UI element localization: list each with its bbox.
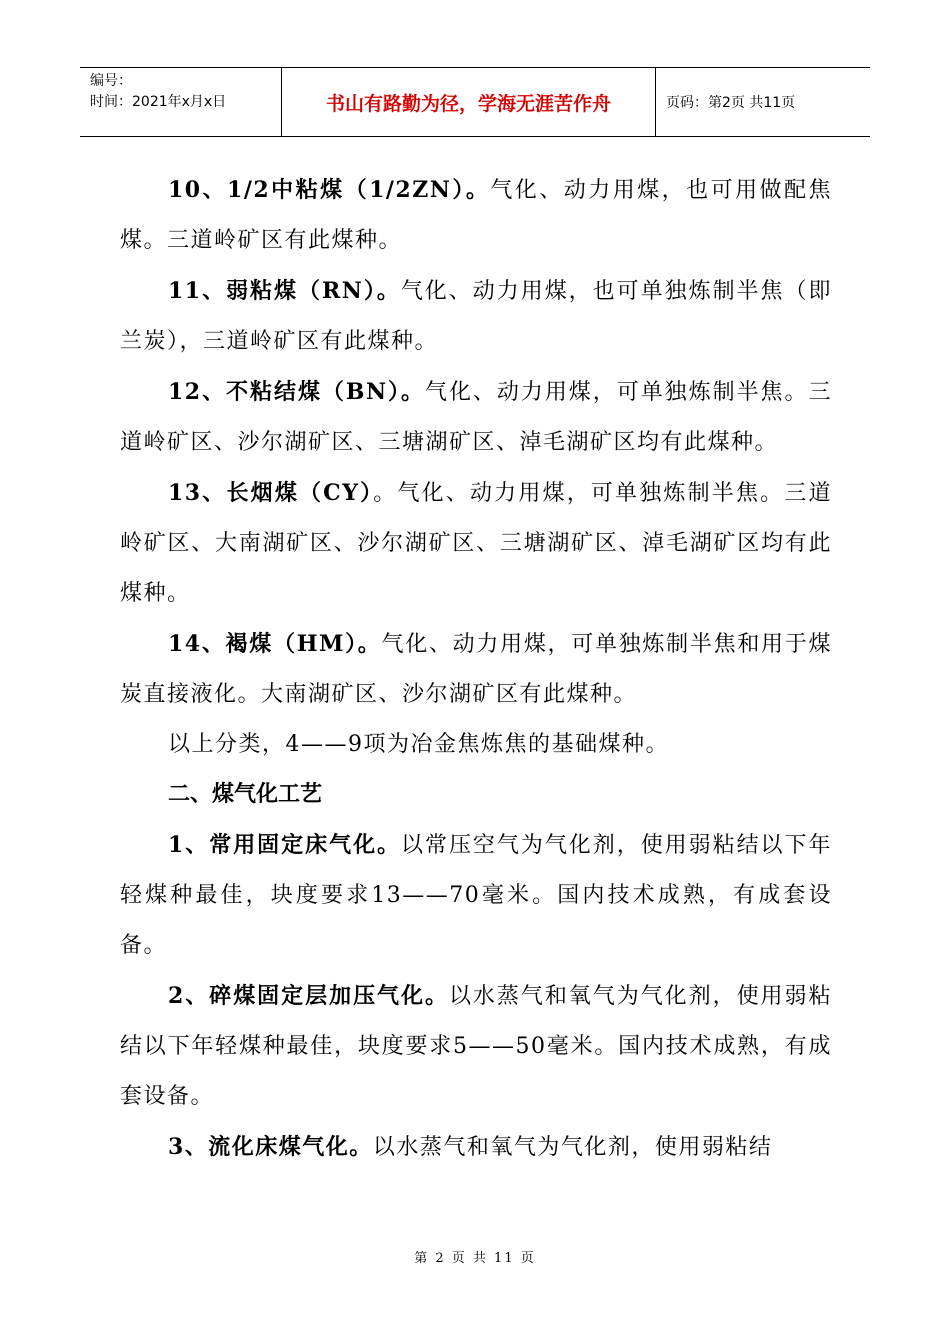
document-body [120,165,832,1173]
paragraph-text: 气化、动力用煤，可单独炼制半焦。三道岭矿区、沙尔湖矿区、三塘湖矿区、淖毛湖矿区均有此煤种。 [120,380,832,455]
paragraph-lead: 1、常用固定床气化。 [168,832,402,858]
paragraph-text: 气化、动力用煤，也可用做配焦煤。三道岭矿区有此煤种。 [120,178,832,253]
header-meta-cell [80,68,282,136]
number-label: 编号： [90,73,132,89]
paragraph-text: 以水蒸气和氧气为气化剂，使用弱粘结以下年轻煤种最佳，块度要求5——50毫米。国内技术成熟，有成套设备。 [120,984,832,1109]
paragraph-lead: 2、碎煤固定层加压气化。 [168,983,449,1009]
paragraph [120,266,832,367]
paragraph [120,820,832,971]
time-label: 时间：2021年x月x日 [90,94,227,110]
paragraph [120,165,832,266]
paragraph [120,468,832,619]
paragraph-lead: 14、褐煤（HM）。 [168,631,382,657]
header-motto-cell [282,68,656,136]
paragraph [120,971,832,1122]
paragraph-text: 以常压空气为气化剂，使用弱粘结以下年轻煤种最佳，块度要求13——70毫米。国内技术成熟，有成套设备。 [120,833,832,958]
paragraph-text: 气化、动力用煤，也可单独炼制半焦（即兰炭），三道岭矿区有此煤种。 [120,279,832,354]
motto-text: 书山有路勤为径，学海无涯苦作舟 [325,92,611,115]
header-page-cell [656,68,870,136]
paragraph-text: 以水蒸气和氧气为气化剂，使用弱粘结 [372,1135,773,1160]
paragraph-lead: 3、流化床煤气化。 [168,1134,373,1160]
paragraph-lead: 10、1/2中粘煤（1/2ZN）。 [168,177,491,203]
paragraph-text: 以上分类，4——9项为冶金焦炼焦的基础煤种。 [168,732,669,757]
paragraph-lead: 11、弱粘煤（RN）。 [168,278,401,304]
paragraph [120,367,832,468]
section-heading: 二、煤气化工艺 [168,782,323,807]
paragraph [120,1122,832,1173]
paragraph-lead: 13、长烟煤（CY） [168,480,374,506]
paragraph-text: 气化、动力用煤，可单独炼制半焦和用于煤炭直接液化。大南湖矿区、沙尔湖矿区有此煤种。 [120,632,832,707]
document-header [80,67,870,137]
page-footer: 第 2 页 共 11 页 [414,1251,536,1266]
paragraph [120,619,832,720]
paragraph-lead: 12、不粘结煤（BN）。 [168,379,425,405]
page-info: 页码：第2页 共11页 [666,95,796,111]
paragraph [120,720,832,770]
paragraph-text: 。气化、动力用煤，可单独炼制半焦。三道岭矿区、大南湖矿区、沙尔湖矿区、三塘湖矿区、淖毛湖矿区均有此煤种。 [120,481,832,606]
